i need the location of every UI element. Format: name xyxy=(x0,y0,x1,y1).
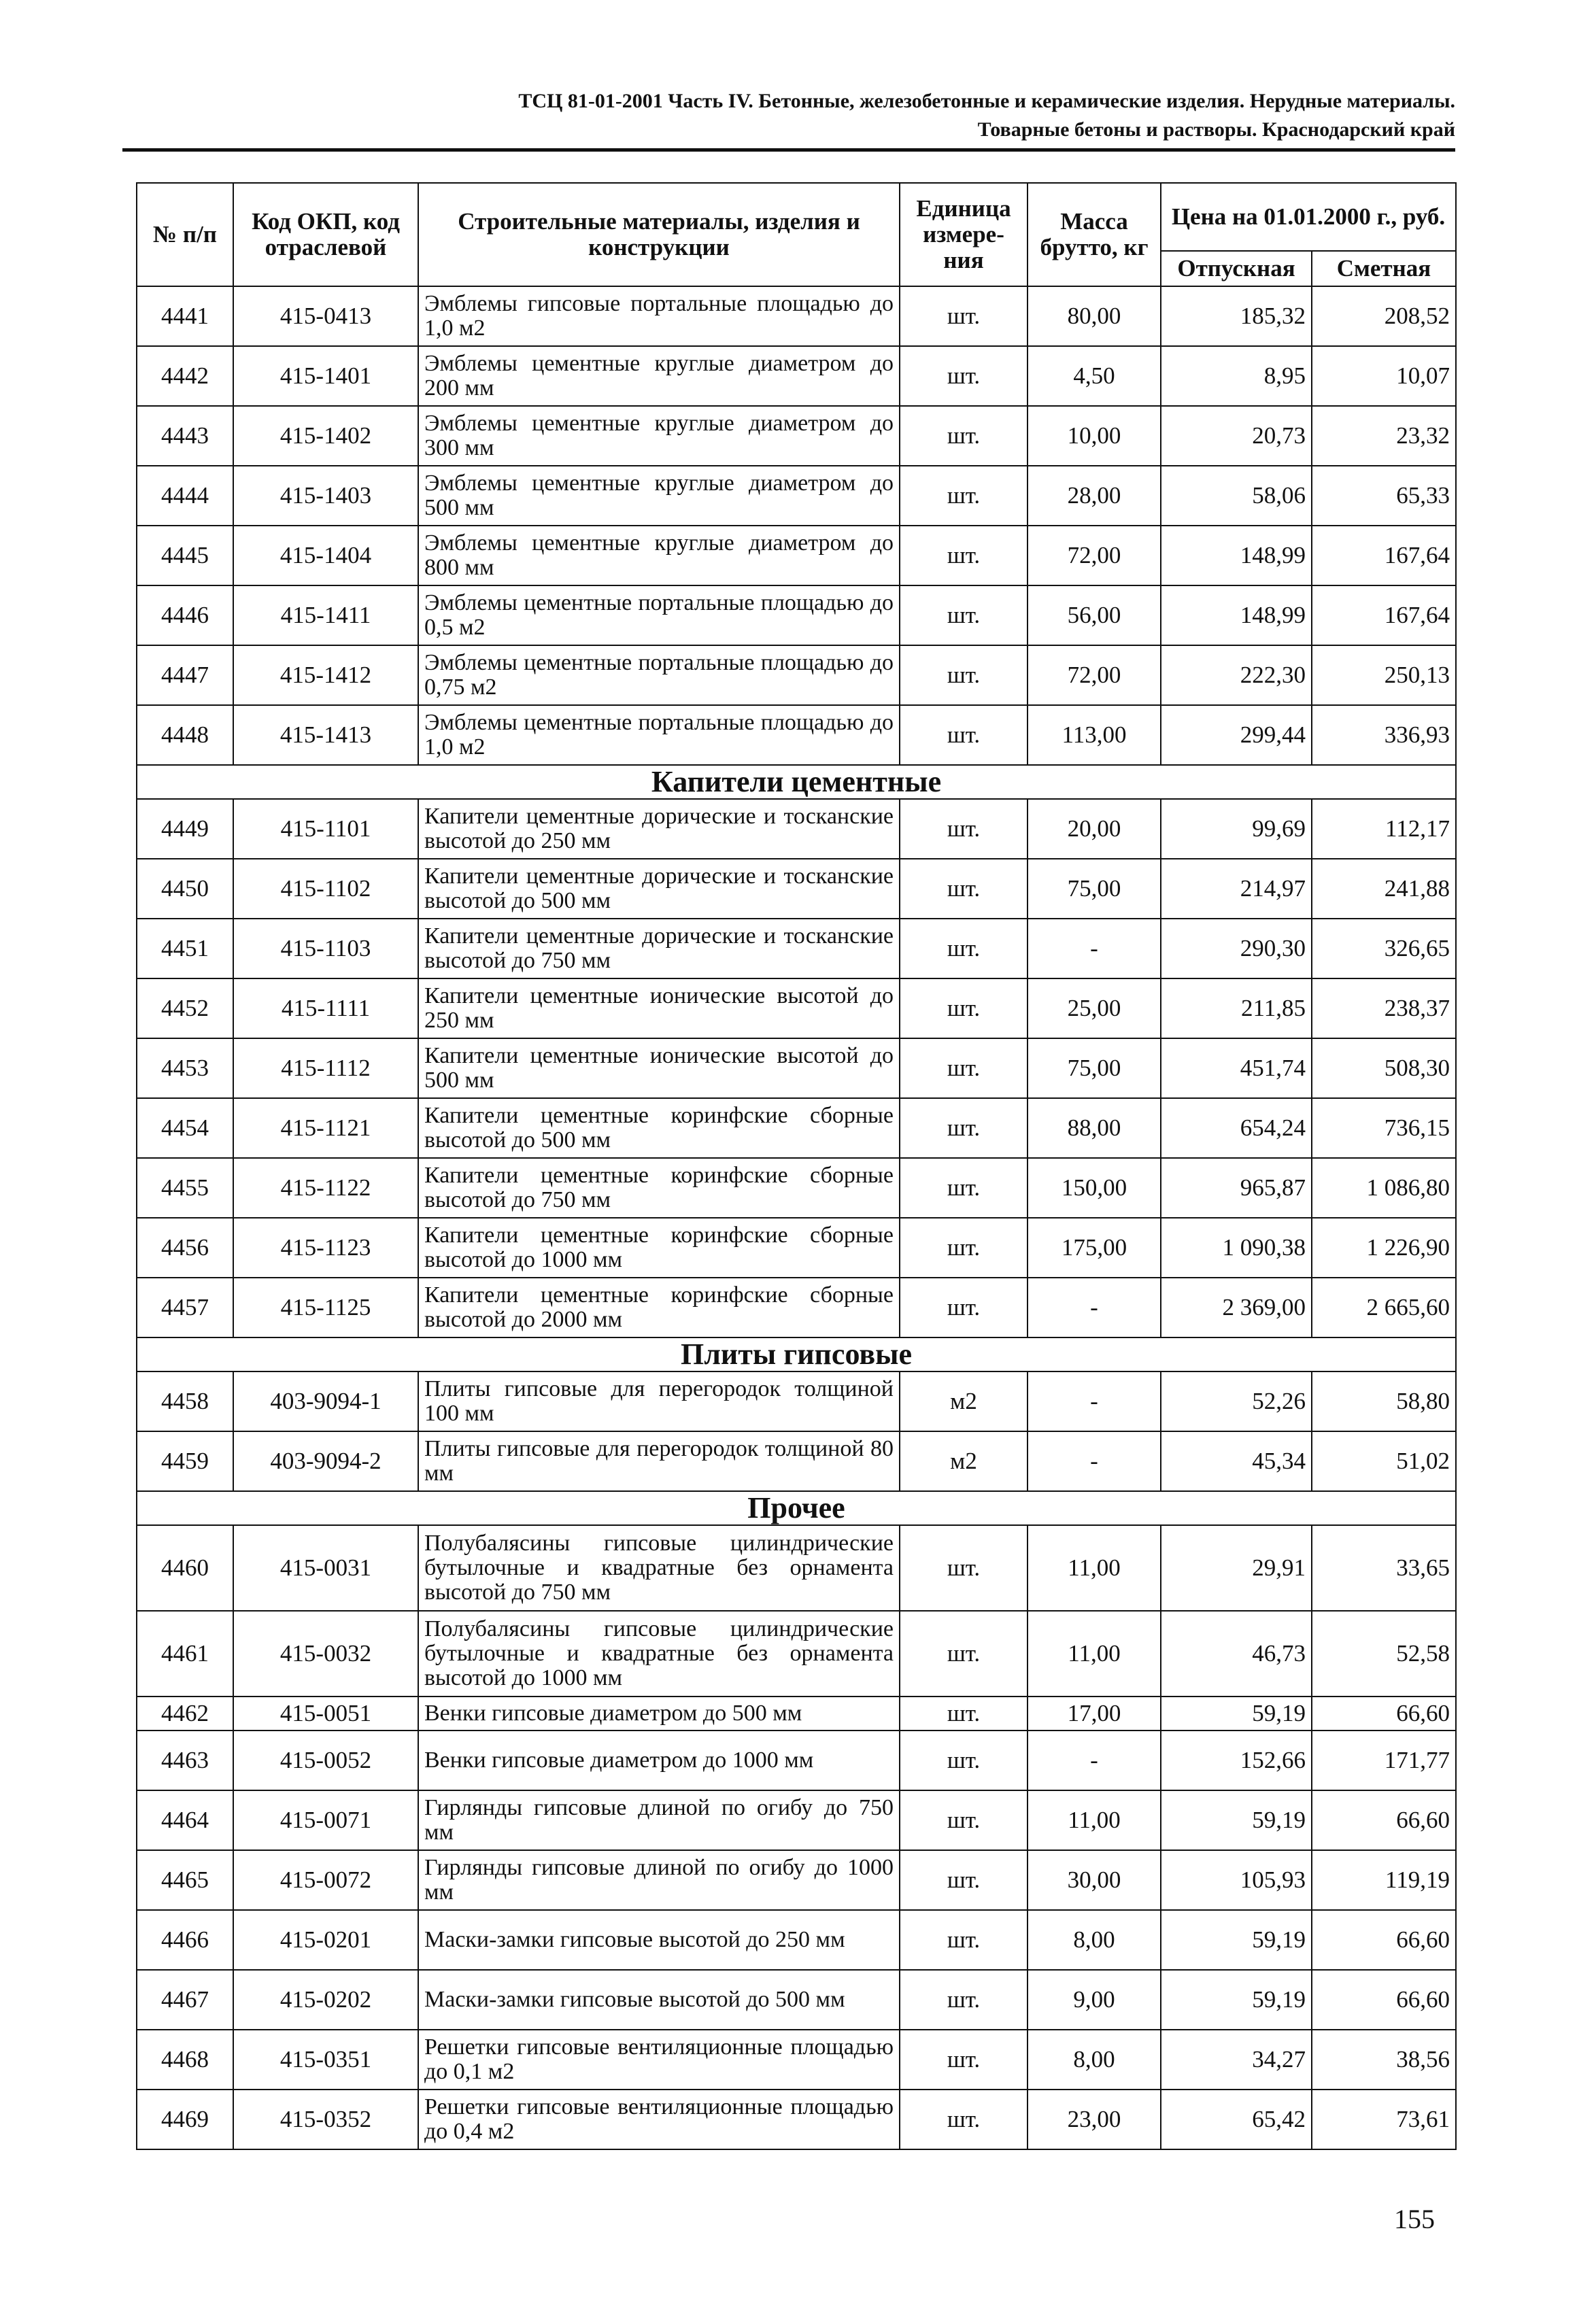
section-title: Капители цементные xyxy=(137,765,1456,799)
row-number: 4465 xyxy=(137,1850,233,1910)
gross-mass: 28,00 xyxy=(1028,466,1161,526)
row-number: 4461 xyxy=(137,1611,233,1697)
table-row xyxy=(137,346,1456,406)
material-name: Венки гипсовые диаметром до 1000 мм xyxy=(418,1731,900,1790)
gross-mass: 80,00 xyxy=(1028,286,1161,346)
release-price: 105,93 xyxy=(1161,1850,1312,1910)
gross-mass: 30,00 xyxy=(1028,1850,1161,1910)
okp-code: 415-1123 xyxy=(233,1218,418,1278)
section-title: Плиты гипсовые xyxy=(137,1337,1456,1371)
table-row xyxy=(137,799,1456,859)
release-price: 59,19 xyxy=(1161,1970,1312,2030)
estimate-price: 1 226,90 xyxy=(1312,1218,1456,1278)
release-price: 299,44 xyxy=(1161,705,1312,765)
material-name: Капители цементные коринфские сборные высотой до 2000 мм xyxy=(418,1278,900,1337)
table-row xyxy=(137,1850,1456,1910)
okp-code: 415-1121 xyxy=(233,1098,418,1158)
unit-of-measure: шт. xyxy=(900,705,1028,765)
row-number: 4444 xyxy=(137,466,233,526)
table-row xyxy=(137,978,1456,1038)
col-header-unit: Единица измере-ния xyxy=(900,183,1028,286)
estimate-price: 51,02 xyxy=(1312,1431,1456,1491)
estimate-price: 167,64 xyxy=(1312,585,1456,645)
page-header xyxy=(122,87,1455,152)
unit-of-measure: м2 xyxy=(900,1371,1028,1431)
row-number: 4448 xyxy=(137,705,233,765)
col-header-code: Код ОКП, код отраслевой xyxy=(233,183,418,286)
section-title: Прочее xyxy=(137,1491,1456,1525)
release-price: 451,74 xyxy=(1161,1038,1312,1098)
table-row xyxy=(137,645,1456,705)
material-name: Венки гипсовые диаметром до 500 мм xyxy=(418,1697,900,1731)
okp-code: 415-1404 xyxy=(233,526,418,585)
estimate-price: 58,80 xyxy=(1312,1371,1456,1431)
okp-code: 415-0052 xyxy=(233,1731,418,1790)
release-price: 1 090,38 xyxy=(1161,1218,1312,1278)
col-header-price-estimate: Сметная xyxy=(1312,251,1456,286)
estimate-price: 38,56 xyxy=(1312,2030,1456,2090)
release-price: 29,91 xyxy=(1161,1525,1312,1611)
row-number: 4450 xyxy=(137,859,233,919)
unit-of-measure: м2 xyxy=(900,1431,1028,1491)
materials-table xyxy=(136,182,1457,2150)
table-row xyxy=(137,1970,1456,2030)
release-price: 59,19 xyxy=(1161,1790,1312,1850)
material-name: Капители цементные дорические и тосканские высотой до 250 мм xyxy=(418,799,900,859)
gross-mass: 25,00 xyxy=(1028,978,1161,1038)
estimate-price: 73,61 xyxy=(1312,2090,1456,2149)
unit-of-measure: шт. xyxy=(900,1278,1028,1337)
release-price: 59,19 xyxy=(1161,1910,1312,1970)
gross-mass: 56,00 xyxy=(1028,585,1161,645)
gross-mass: - xyxy=(1028,1371,1161,1431)
table-row xyxy=(137,585,1456,645)
material-name: Плиты гипсовые для перегородок толщиной 80 мм xyxy=(418,1431,900,1491)
material-name: Гирлянды гипсовые длиной по огибу до 1000 мм xyxy=(418,1850,900,1910)
table-row xyxy=(137,1697,1456,1731)
okp-code: 415-1112 xyxy=(233,1038,418,1098)
material-name: Решетки гипсовые вентиляционные площадью до 0,4 м2 xyxy=(418,2090,900,2149)
material-name: Маски-замки гипсовые высотой до 500 мм xyxy=(418,1970,900,2030)
material-name: Эмблемы цементные портальные площадью до 0,5 м2 xyxy=(418,585,900,645)
table-row xyxy=(137,1910,1456,1970)
estimate-price: 66,60 xyxy=(1312,1970,1456,2030)
okp-code: 415-1101 xyxy=(233,799,418,859)
unit-of-measure: шт. xyxy=(900,1731,1028,1790)
estimate-price: 112,17 xyxy=(1312,799,1456,859)
release-price: 211,85 xyxy=(1161,978,1312,1038)
row-number: 4456 xyxy=(137,1218,233,1278)
okp-code: 415-0072 xyxy=(233,1850,418,1910)
unit-of-measure: шт. xyxy=(900,346,1028,406)
table-row xyxy=(137,286,1456,346)
row-number: 4466 xyxy=(137,1910,233,1970)
okp-code: 403-9094-2 xyxy=(233,1431,418,1491)
release-price: 2 369,00 xyxy=(1161,1278,1312,1337)
material-name: Маски-замки гипсовые высотой до 250 мм xyxy=(418,1910,900,1970)
table-body xyxy=(137,286,1456,2149)
col-header-price-group: Цена на 01.01.2000 г., руб. xyxy=(1161,183,1456,251)
release-price: 58,06 xyxy=(1161,466,1312,526)
unit-of-measure: шт. xyxy=(900,978,1028,1038)
gross-mass: 11,00 xyxy=(1028,1611,1161,1697)
row-number: 4453 xyxy=(137,1038,233,1098)
okp-code: 415-1111 xyxy=(233,978,418,1038)
row-number: 4455 xyxy=(137,1158,233,1218)
release-price: 65,42 xyxy=(1161,2090,1312,2149)
table-row xyxy=(137,1098,1456,1158)
row-number: 4457 xyxy=(137,1278,233,1337)
material-name: Гирлянды гипсовые длиной по огибу до 750 мм xyxy=(418,1790,900,1850)
gross-mass: 9,00 xyxy=(1028,1970,1161,2030)
release-price: 148,99 xyxy=(1161,585,1312,645)
unit-of-measure: шт. xyxy=(900,799,1028,859)
unit-of-measure: шт. xyxy=(900,645,1028,705)
estimate-price: 52,58 xyxy=(1312,1611,1456,1697)
gross-mass: 88,00 xyxy=(1028,1098,1161,1158)
material-name: Эмблемы цементные круглые диаметром до 500 мм xyxy=(418,466,900,526)
gross-mass: 8,00 xyxy=(1028,1910,1161,1970)
col-header-name: Строительные материалы, изделия и конструкции xyxy=(418,183,900,286)
row-number: 4460 xyxy=(137,1525,233,1611)
table-row xyxy=(137,1278,1456,1337)
release-price: 34,27 xyxy=(1161,2030,1312,2090)
material-name: Полубалясины гипсовые цилиндрические бутылочные и квадратные без орнамента высотой до 750 мм xyxy=(418,1525,900,1611)
gross-mass: - xyxy=(1028,1278,1161,1337)
header-rule xyxy=(122,148,1455,152)
gross-mass: 72,00 xyxy=(1028,526,1161,585)
row-number: 4464 xyxy=(137,1790,233,1850)
table-row xyxy=(137,1525,1456,1611)
row-number: 4463 xyxy=(137,1731,233,1790)
material-name: Капители цементные коринфские сборные высотой до 1000 мм xyxy=(418,1218,900,1278)
table-row xyxy=(137,526,1456,585)
okp-code: 415-1103 xyxy=(233,919,418,978)
unit-of-measure: шт. xyxy=(900,2090,1028,2149)
release-price: 99,69 xyxy=(1161,799,1312,859)
row-number: 4462 xyxy=(137,1697,233,1731)
okp-code: 415-1411 xyxy=(233,585,418,645)
material-name: Решетки гипсовые вентиляционные площадью до 0,1 м2 xyxy=(418,2030,900,2090)
material-name: Эмблемы цементные круглые диаметром до 200 мм xyxy=(418,346,900,406)
gross-mass: 8,00 xyxy=(1028,2030,1161,2090)
okp-code: 415-1401 xyxy=(233,346,418,406)
release-price: 52,26 xyxy=(1161,1371,1312,1431)
gross-mass: 10,00 xyxy=(1028,406,1161,466)
okp-code: 415-0032 xyxy=(233,1611,418,1697)
gross-mass: 72,00 xyxy=(1028,645,1161,705)
table-row xyxy=(137,1218,1456,1278)
gross-mass: 11,00 xyxy=(1028,1525,1161,1611)
row-number: 4446 xyxy=(137,585,233,645)
unit-of-measure: шт. xyxy=(900,919,1028,978)
material-name: Капители цементные ионические высотой до 500 мм xyxy=(418,1038,900,1098)
row-number: 4467 xyxy=(137,1970,233,2030)
row-number: 4449 xyxy=(137,799,233,859)
unit-of-measure: шт. xyxy=(900,1098,1028,1158)
gross-mass: 23,00 xyxy=(1028,2090,1161,2149)
material-name: Капители цементные ионические высотой до 250 мм xyxy=(418,978,900,1038)
unit-of-measure: шт. xyxy=(900,1790,1028,1850)
gross-mass: 75,00 xyxy=(1028,1038,1161,1098)
row-number: 4441 xyxy=(137,286,233,346)
table-row xyxy=(137,859,1456,919)
table-row xyxy=(137,2030,1456,2090)
gross-mass: 175,00 xyxy=(1028,1218,1161,1278)
material-name: Капители цементные коринфские сборные высотой до 500 мм xyxy=(418,1098,900,1158)
estimate-price: 119,19 xyxy=(1312,1850,1456,1910)
estimate-price: 66,60 xyxy=(1312,1697,1456,1731)
okp-code: 415-0202 xyxy=(233,1970,418,2030)
table-row xyxy=(137,1611,1456,1697)
unit-of-measure: шт. xyxy=(900,1611,1028,1697)
row-number: 4451 xyxy=(137,919,233,978)
release-price: 290,30 xyxy=(1161,919,1312,978)
section-row xyxy=(137,1491,1456,1525)
table-row xyxy=(137,919,1456,978)
estimate-price: 66,60 xyxy=(1312,1910,1456,1970)
section-row xyxy=(137,765,1456,799)
release-price: 8,95 xyxy=(1161,346,1312,406)
col-header-price-release: Отпускная xyxy=(1161,251,1312,286)
row-number: 4458 xyxy=(137,1371,233,1431)
material-name: Капители цементные коринфские сборные высотой до 750 мм xyxy=(418,1158,900,1218)
unit-of-measure: шт. xyxy=(900,859,1028,919)
unit-of-measure: шт. xyxy=(900,1218,1028,1278)
okp-code: 415-0201 xyxy=(233,1910,418,1970)
release-price: 222,30 xyxy=(1161,645,1312,705)
gross-mass: 17,00 xyxy=(1028,1697,1161,1731)
row-number: 4452 xyxy=(137,978,233,1038)
material-name: Полубалясины гипсовые цилиндрические бутылочные и квадратные без орнамента высотой до 1000 мм xyxy=(418,1611,900,1697)
material-name: Плиты гипсовые для перегородок толщиной 100 мм xyxy=(418,1371,900,1431)
estimate-price: 66,60 xyxy=(1312,1790,1456,1850)
okp-code: 415-1412 xyxy=(233,645,418,705)
estimate-price: 208,52 xyxy=(1312,286,1456,346)
okp-code: 415-0071 xyxy=(233,1790,418,1850)
release-price: 59,19 xyxy=(1161,1697,1312,1731)
row-number: 4442 xyxy=(137,346,233,406)
unit-of-measure: шт. xyxy=(900,1970,1028,2030)
unit-of-measure: шт. xyxy=(900,466,1028,526)
col-header-mass: Масса брутто, кг xyxy=(1028,183,1161,286)
estimate-price: 167,64 xyxy=(1312,526,1456,585)
material-name: Эмблемы цементные портальные площадью до 1,0 м2 xyxy=(418,705,900,765)
okp-code: 415-1413 xyxy=(233,705,418,765)
col-header-num: № п/п xyxy=(137,183,233,286)
unit-of-measure: шт. xyxy=(900,585,1028,645)
okp-code: 415-1122 xyxy=(233,1158,418,1218)
unit-of-measure: шт. xyxy=(900,1850,1028,1910)
table-row xyxy=(137,1158,1456,1218)
unit-of-measure: шт. xyxy=(900,1697,1028,1731)
table-row xyxy=(137,705,1456,765)
unit-of-measure: шт. xyxy=(900,1525,1028,1611)
material-name: Капители цементные дорические и тосканские высотой до 750 мм xyxy=(418,919,900,978)
release-price: 965,87 xyxy=(1161,1158,1312,1218)
row-number: 4468 xyxy=(137,2030,233,2090)
release-price: 654,24 xyxy=(1161,1098,1312,1158)
estimate-price: 2 665,60 xyxy=(1312,1278,1456,1337)
release-price: 20,73 xyxy=(1161,406,1312,466)
unit-of-measure: шт. xyxy=(900,406,1028,466)
okp-code: 415-0031 xyxy=(233,1525,418,1611)
okp-code: 415-1402 xyxy=(233,406,418,466)
gross-mass: 113,00 xyxy=(1028,705,1161,765)
estimate-price: 508,30 xyxy=(1312,1038,1456,1098)
gross-mass: - xyxy=(1028,1731,1161,1790)
unit-of-measure: шт. xyxy=(900,2030,1028,2090)
estimate-price: 1 086,80 xyxy=(1312,1158,1456,1218)
gross-mass: 150,00 xyxy=(1028,1158,1161,1218)
okp-code: 403-9094-1 xyxy=(233,1371,418,1431)
okp-code: 415-0051 xyxy=(233,1697,418,1731)
unit-of-measure: шт. xyxy=(900,1158,1028,1218)
row-number: 4459 xyxy=(137,1431,233,1491)
release-price: 45,34 xyxy=(1161,1431,1312,1491)
material-name: Эмблемы гипсовые портальные площадью до 1,0 м2 xyxy=(418,286,900,346)
unit-of-measure: шт. xyxy=(900,1910,1028,1970)
estimate-price: 23,32 xyxy=(1312,406,1456,466)
material-name: Эмблемы цементные круглые диаметром до 300 мм xyxy=(418,406,900,466)
table-row xyxy=(137,406,1456,466)
row-number: 4469 xyxy=(137,2090,233,2149)
gross-mass: - xyxy=(1028,919,1161,978)
estimate-price: 65,33 xyxy=(1312,466,1456,526)
unit-of-measure: шт. xyxy=(900,286,1028,346)
estimate-price: 326,65 xyxy=(1312,919,1456,978)
section-row xyxy=(137,1337,1456,1371)
estimate-price: 241,88 xyxy=(1312,859,1456,919)
gross-mass: 11,00 xyxy=(1028,1790,1161,1850)
unit-of-measure: шт. xyxy=(900,1038,1028,1098)
release-price: 46,73 xyxy=(1161,1611,1312,1697)
estimate-price: 238,37 xyxy=(1312,978,1456,1038)
estimate-price: 171,77 xyxy=(1312,1731,1456,1790)
okp-code: 415-0351 xyxy=(233,2030,418,2090)
release-price: 185,32 xyxy=(1161,286,1312,346)
gross-mass: - xyxy=(1028,1431,1161,1491)
page-number: 155 xyxy=(1394,2204,1435,2234)
table-row xyxy=(137,1431,1456,1491)
okp-code: 415-1403 xyxy=(233,466,418,526)
okp-code: 415-1125 xyxy=(233,1278,418,1337)
table-row xyxy=(137,1038,1456,1098)
okp-code: 415-0413 xyxy=(233,286,418,346)
unit-of-measure: шт. xyxy=(900,526,1028,585)
table-row xyxy=(137,466,1456,526)
release-price: 148,99 xyxy=(1161,526,1312,585)
release-price: 152,66 xyxy=(1161,1731,1312,1790)
release-price: 214,97 xyxy=(1161,859,1312,919)
estimate-price: 336,93 xyxy=(1312,705,1456,765)
row-number: 4454 xyxy=(137,1098,233,1158)
table-row xyxy=(137,1731,1456,1790)
row-number: 4447 xyxy=(137,645,233,705)
estimate-price: 10,07 xyxy=(1312,346,1456,406)
header-line-1: ТСЦ 81-01-2001 Часть IV. Бетонные, железобетонные и керамические изделия. Нерудные материалы. xyxy=(518,90,1455,112)
header-line-2: Товарные бетоны и растворы. Краснодарский край xyxy=(977,118,1455,141)
okp-code: 415-1102 xyxy=(233,859,418,919)
material-name: Капители цементные дорические и тосканские высотой до 500 мм xyxy=(418,859,900,919)
table-row xyxy=(137,1790,1456,1850)
table-row xyxy=(137,1371,1456,1431)
estimate-price: 736,15 xyxy=(1312,1098,1456,1158)
okp-code: 415-0352 xyxy=(233,2090,418,2149)
material-name: Эмблемы цементные портальные площадью до 0,75 м2 xyxy=(418,645,900,705)
table-row xyxy=(137,2090,1456,2149)
gross-mass: 4,50 xyxy=(1028,346,1161,406)
row-number: 4445 xyxy=(137,526,233,585)
estimate-price: 250,13 xyxy=(1312,645,1456,705)
estimate-price: 33,65 xyxy=(1312,1525,1456,1611)
material-name: Эмблемы цементные круглые диаметром до 800 мм xyxy=(418,526,900,585)
row-number: 4443 xyxy=(137,406,233,466)
gross-mass: 20,00 xyxy=(1028,799,1161,859)
gross-mass: 75,00 xyxy=(1028,859,1161,919)
